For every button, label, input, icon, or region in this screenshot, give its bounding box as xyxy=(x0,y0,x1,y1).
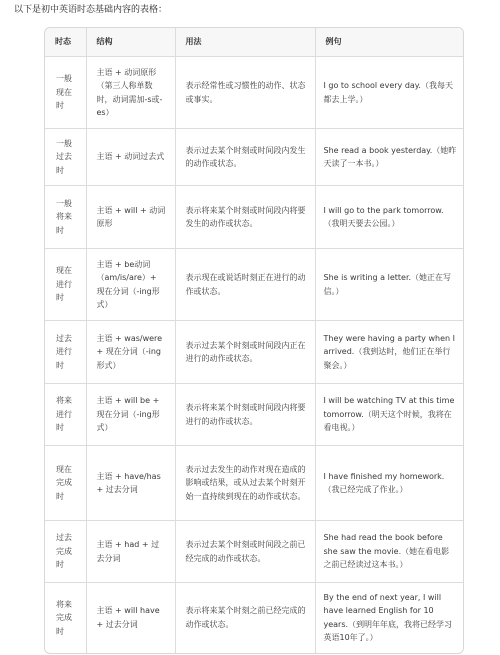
cell-tense: 现在完成时 xyxy=(45,446,86,521)
cell-structure: 主语 + have/has + 过去分词 xyxy=(86,446,175,521)
cell-structure: 主语 + will be + 现在分词（-ing形式） xyxy=(86,384,175,446)
cell-usage: 表示过去某个时刻或时间段之前已经完成的动作或状态。 xyxy=(175,521,315,583)
cell-tense: 现在进行时 xyxy=(45,249,86,321)
cell-structure: 主语 + was/were + 现在分词（-ing形式） xyxy=(86,321,175,384)
header-usage: 用法 xyxy=(175,28,315,57)
cell-structure: 主语 + 动词过去式 xyxy=(86,129,175,186)
header-structure: 结构 xyxy=(86,28,175,57)
table-row xyxy=(45,57,463,129)
cell-example: By the end of next year, I will have learned English for 10 years.（到明年年底，我将已经学习英语10年了。） xyxy=(323,592,453,643)
table-row xyxy=(45,446,463,521)
cell-usage: 表示过去某个时刻或时间段内正在进行的动作或状态。 xyxy=(175,321,315,384)
header-example: 例句 xyxy=(315,28,463,57)
cell-example: I will go to the park tomorrow.（我明天要去公园。） xyxy=(315,186,463,249)
tense-table xyxy=(45,28,463,653)
header-tense: 时态 xyxy=(45,28,86,57)
cell-usage: 表示将来某个时刻或时间段内将要发生的动作或状态。 xyxy=(175,186,315,249)
table-row xyxy=(45,129,463,186)
cell-example: I will be watching TV at this time tomorrow.（明天这个时候，我将在看电视。） xyxy=(315,384,463,446)
cell-tense: 将来进行时 xyxy=(45,384,86,446)
cell-example: She read a book yesterday.（她昨天读了一本书。） xyxy=(315,129,463,186)
table-row xyxy=(45,521,463,583)
cell-usage: 表示将来某个时刻或时间段内将要进行的动作或状态。 xyxy=(175,384,315,446)
table-row xyxy=(45,384,463,446)
cell-structure: 主语 + be动词（am/is/are）+ 现在分词（-ing形式） xyxy=(86,249,175,321)
cell-tense: 将来完成时 xyxy=(45,583,86,653)
cell-usage: 表示将来某个时刻之前已经完成的动作或状态。 xyxy=(175,583,315,653)
table-row xyxy=(45,186,463,249)
table-row xyxy=(45,249,463,321)
cell-usage: 表示经常性或习惯性的动作、状态或事实。 xyxy=(175,57,315,129)
cell-usage: 表示过去某个时刻或时间段内发生的动作或状态。 xyxy=(175,129,315,186)
cell-structure: 主语 + will + 动词原形 xyxy=(86,186,175,249)
cell-example: They were having a party when I arrived.（我到达时，他们正在举行聚会。） xyxy=(315,321,463,384)
table-header-row xyxy=(45,28,463,57)
cell-example: She is writing a letter.（她正在写信。） xyxy=(315,249,463,321)
table-row xyxy=(45,583,463,653)
cell-example: I have finished my homework.（我已经完成了作业。） xyxy=(315,446,463,521)
cell-tense: 过去进行时 xyxy=(45,321,86,384)
cell-structure: 主语 + will have + 过去分词 xyxy=(86,583,175,653)
cell-example: I go to school every day.（我每天都去上学。） xyxy=(315,57,463,129)
table-row xyxy=(45,321,463,384)
cell-structure: 主语 + had + 过去分词 xyxy=(86,521,175,583)
cell-tense: 一般现在时 xyxy=(45,57,86,129)
cell-tense: 一般将来时 xyxy=(45,186,86,249)
tense-table-container xyxy=(44,27,464,654)
cell-example: She had read the book before she saw the movie.（她在看电影之前已经读过这本书。） xyxy=(315,521,463,583)
cell-structure: 主语 + 动词原形（第三人称单数时，动词需加-s或-es） xyxy=(86,57,175,129)
cell-usage: 表示现在或说话时刻正在进行的动作或状态。 xyxy=(175,249,315,321)
intro-text: 以下是初中英语时态基础内容的表格： xyxy=(14,5,168,15)
cell-usage: 表示过去发生的动作对现在造成的影响或结果，或从过去某个时刻开始一直持续到现在的动作或状态。 xyxy=(175,446,315,521)
cell-tense: 过去完成时 xyxy=(45,521,86,583)
cell-tense: 一般过去时 xyxy=(45,129,86,186)
